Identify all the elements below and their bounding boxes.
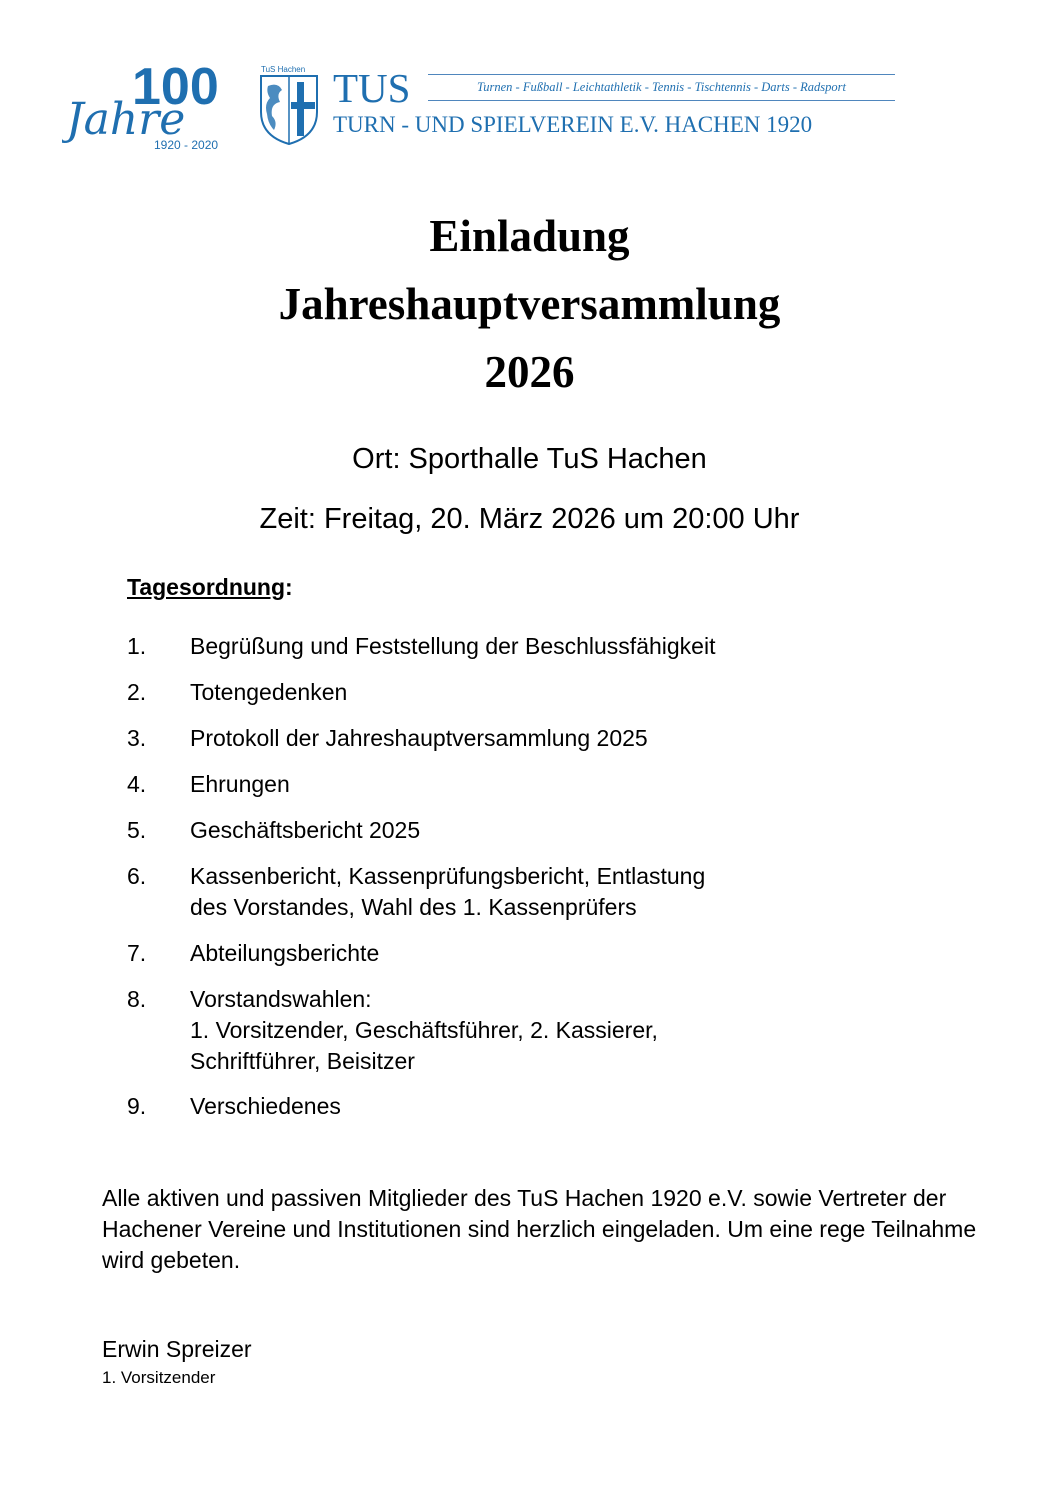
agenda-item-number: 2. <box>127 679 147 705</box>
agenda-item-text: Verschiedenes <box>190 1093 341 1119</box>
agenda-heading <box>127 574 293 601</box>
crest-label: TuS Hachen <box>261 65 306 74</box>
agenda-item-text: Kassenbericht, Kassenprüfungsbericht, Entlastung des Vorstandes, Wahl des 1. Kassenprüfers <box>190 863 706 920</box>
agenda-item-number: 6. <box>127 863 147 889</box>
agenda-item-text: Totengedenken <box>190 679 348 705</box>
agenda-item-number: 3. <box>127 725 147 751</box>
time: Zeit: Freitag, 20. März 2026 um 20:00 Uhr <box>259 503 800 535</box>
closing-paragraph: Alle aktiven und passiven Mitglieder des TuS Hachen 1920 e.V. sowie Vertreter der Hachener Vereine und Institutionen sind herzlich eingeladen. Um eine rege Teilnahme wird gebeten. <box>102 1185 977 1273</box>
agenda-heading-text: Tagesordnung <box>127 574 286 600</box>
agenda-item-number: 7. <box>127 940 147 966</box>
agenda-item-text: Abteilungsberichte <box>190 940 380 966</box>
agenda-item-number: 8. <box>127 986 147 1012</box>
jubilee-logo <box>62 54 248 154</box>
signer-role: 1. Vorsitzender <box>102 1368 216 1387</box>
jubilee-word: Jahre <box>66 94 186 145</box>
agenda-item-number: 1. <box>127 633 147 659</box>
agenda-item-text: Geschäftsbericht 2025 <box>190 817 421 843</box>
agenda-heading-colon: : <box>285 574 293 600</box>
agenda-item-number: 4. <box>127 771 147 797</box>
agenda-item-text: Begrüßung und Feststellung der Beschlussfähigkeit <box>190 633 716 659</box>
club-full-name: TURN - UND SPIELVEREIN E.V. HACHEN 1920 <box>333 112 813 137</box>
jubilee-number: 100 <box>132 58 219 116</box>
jubilee-years: 1920 - 2020 <box>154 138 219 152</box>
signer-name: Erwin Spreizer <box>102 1336 252 1362</box>
title-invitation: Einladung <box>429 211 630 261</box>
club-short-name: TUS <box>333 65 411 111</box>
title-meeting: Jahreshauptversammlung <box>278 279 781 329</box>
location: Ort: Sporthalle TuS Hachen <box>352 443 707 475</box>
agenda-item-number: 5. <box>127 817 147 843</box>
agenda-item-text: Ehrungen <box>190 771 290 797</box>
sports-list: Turnen - Fußball - Leichtathletik - Tennis - Tischtennis - Darts - Radsport <box>428 74 895 101</box>
agenda-item-text: Vorstandswahlen: 1. Vorsitzender, Geschäftsführer, 2. Kassierer, Schriftführer, Beisitzer <box>190 986 658 1074</box>
title-year: 2026 <box>484 347 575 397</box>
club-crest-logo <box>258 64 320 146</box>
agenda-item-number: 9. <box>127 1093 147 1119</box>
agenda-item-text: Protokoll der Jahreshauptversammlung 2025 <box>190 725 648 751</box>
